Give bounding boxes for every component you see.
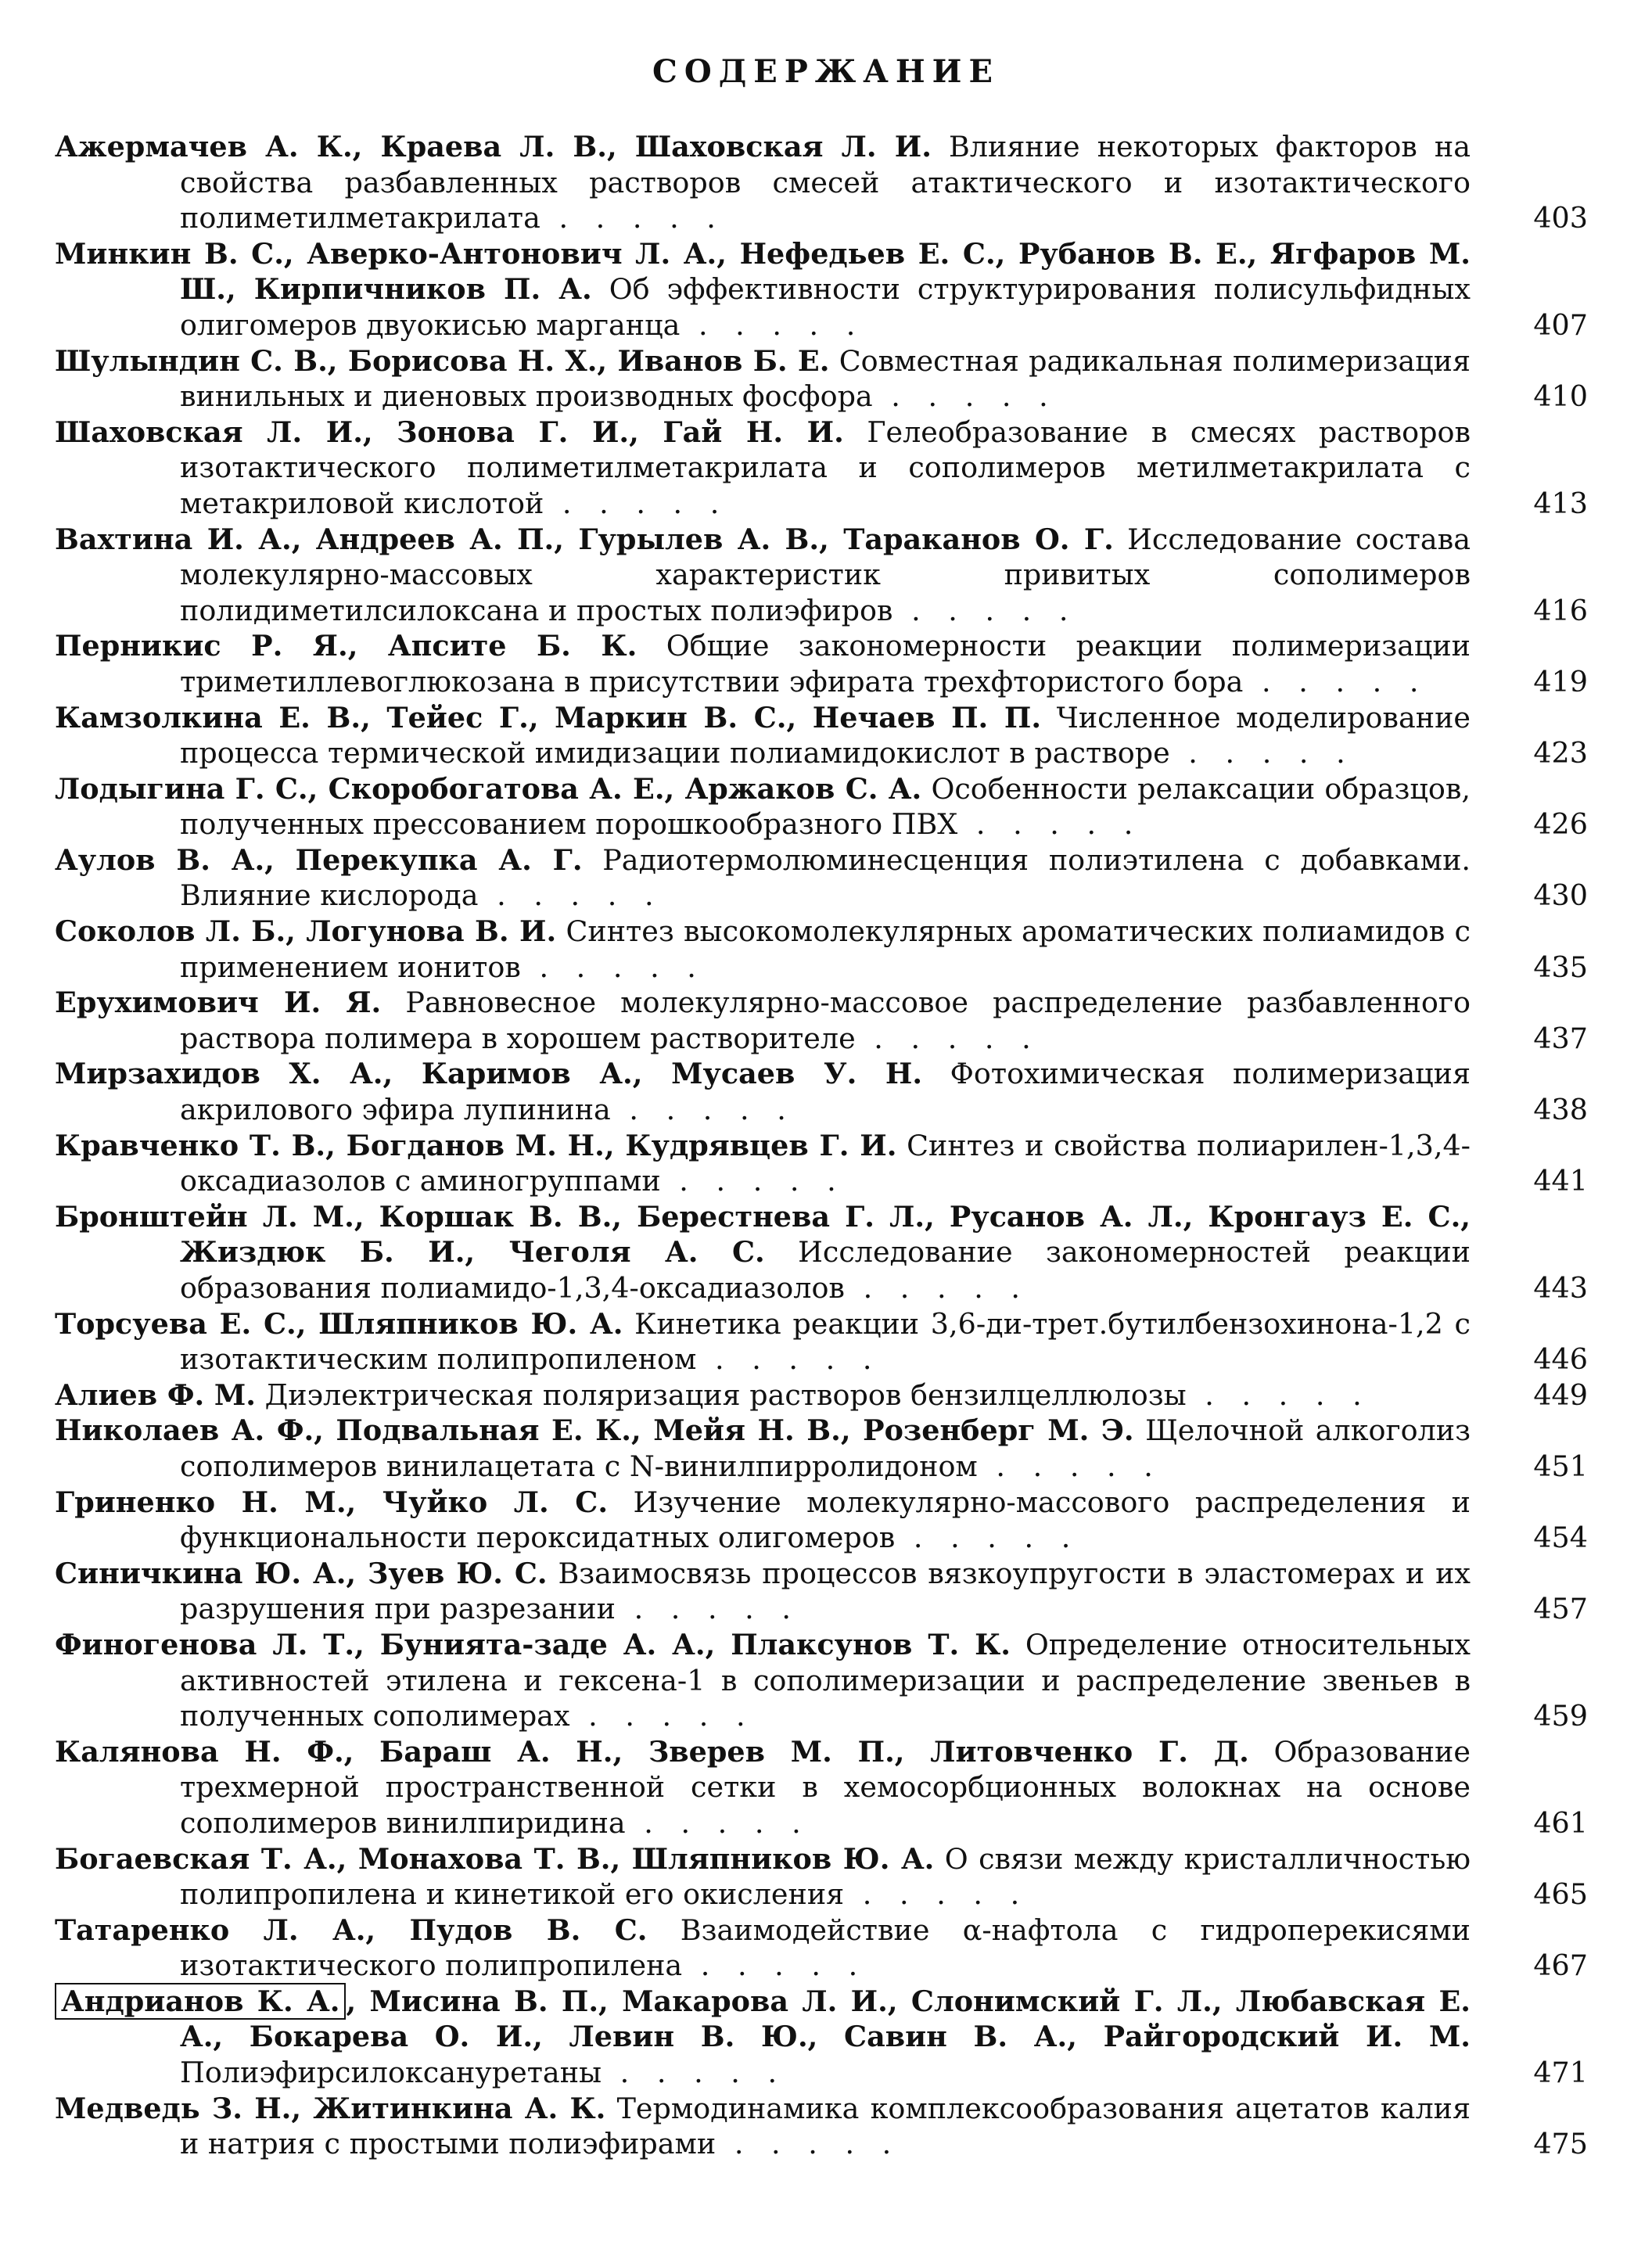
toc-entry	[55, 914, 1588, 985]
toc-entry-body	[55, 628, 1471, 699]
toc-entry-body	[55, 1627, 1471, 1734]
toc-article-title: Термодинамика комплексообразования ацетатов калия и натрия с простыми полиэфирами	[180, 2091, 1471, 2161]
toc-entry-body	[55, 1485, 1471, 1556]
toc-article-title: Влияние некоторых факторов на свойства разбавленных растворов смесей атактического и изотактического полиметилметакрилата	[180, 130, 1471, 235]
toc-page-number: 461	[1533, 1805, 1588, 1840]
toc-leader-dots: . . . . .	[569, 1699, 755, 1733]
toc-article-title: Особенности релаксации образцов, полученных прессованием порошкообразного ПВХ	[180, 771, 1471, 842]
toc-page-number: 467	[1533, 1949, 1588, 1983]
toc-leader-dots: . . . . .	[892, 593, 1078, 627]
toc-page-number: 441	[1533, 1164, 1588, 1198]
toc-authors: Перникис Р. Я., Апсите Б. К.	[55, 629, 637, 663]
toc-article-title: Об эффективности структурирования полисульфидных олигомеров двуокисью марганца	[180, 272, 1471, 342]
toc-page-number: 416	[1533, 593, 1588, 627]
toc-authors: , Мисина В. П., Макарова Л. И., Слонимский Г. Л., Любавская Е. А., Бокарева О. И., Левин В. Ю., Савин В. А., Райгородский И. М.	[180, 1984, 1471, 2054]
toc-entry-body	[55, 1128, 1471, 1199]
toc-entry-body	[55, 771, 1471, 842]
toc-entry	[55, 842, 1588, 914]
toc-leader-dots: . . . . .	[1186, 1377, 1371, 1412]
toc-authors: Ажермачев А. К., Краева Л. В., Шаховская Л. И.	[55, 130, 932, 163]
toc-page-number: 426	[1533, 807, 1588, 842]
toc-authors: Богаевская Т. А., Монахова Т. В., Шляпников Ю. А.	[55, 1841, 935, 1876]
toc-authors: Синичкина Ю. А., Зуев Ю. С.	[55, 1556, 548, 1590]
toc-entry-body	[55, 343, 1471, 415]
toc-leader-dots: . . . . .	[540, 201, 725, 235]
toc-entry	[55, 700, 1588, 771]
toc-entry-body	[55, 1377, 1471, 1413]
toc-entry-body	[55, 1413, 1471, 1484]
toc-page-number: 446	[1533, 1342, 1588, 1377]
toc-article-title: Синтез и свойства полиарилен-1,3,4-оксадиазолов с аминогруппами	[180, 1128, 1471, 1198]
toc-authors: Торсуева Е. С., Шляпников Ю. А.	[55, 1306, 623, 1341]
toc-entry	[55, 1199, 1588, 1306]
toc-authors: Николаев А. Ф., Подвальная Е. К., Мейя Н. В., Розенберг М. Э.	[55, 1413, 1134, 1448]
toc-entry	[55, 1485, 1588, 1556]
toc-page-number: 471	[1533, 2056, 1588, 2090]
toc-entry-body	[55, 842, 1471, 914]
toc-authors: Калянова Н. Ф., Бараш А. Н., Зверев М. П., Литовченко Г. Д.	[55, 1734, 1249, 1769]
toc-leader-dots: . . . . .	[696, 1342, 882, 1377]
toc-article-title: Образование трехмерной пространственной сетки в хемосорбционных волокнах на основе сополимеров винилпиридина	[180, 1734, 1471, 1840]
toc-page-number: 475	[1533, 2127, 1588, 2161]
toc-page-number: 465	[1533, 1877, 1588, 1912]
toc-boxed-author: Андрианов К. А.	[55, 1983, 346, 2020]
toc-article-title: Изучение молекулярно-массового распределения и функциональности пероксидатных олигомеров	[180, 1485, 1471, 1555]
toc-leader-dots: . . . . .	[625, 1805, 810, 1840]
toc-entry	[55, 129, 1588, 236]
toc-leader-dots: . . . . .	[682, 1949, 867, 1983]
toc-entry-body	[55, 1056, 1471, 1127]
toc-page-number: 457	[1533, 1592, 1588, 1626]
toc-page-number: 413	[1533, 486, 1588, 520]
toc-entry-body	[55, 700, 1471, 771]
toc-article-title: Общие закономерности реакции полимеризации триметиллевоглюкозана в присутствии эфирата трехфтористого бора	[180, 629, 1471, 699]
toc-page-number: 403	[1533, 201, 1588, 235]
toc-authors: Соколов Л. Б., Логунова В. И.	[55, 914, 557, 949]
toc-article-title: Щелочной алкоголиз сополимеров винилацетата с N-винилпирролидоном	[180, 1413, 1471, 1483]
toc-authors: Финогенова Л. Т., Бунията-заде А. А., Плаксунов Т. К.	[55, 1627, 1011, 1661]
toc-entry	[55, 236, 1588, 343]
toc-article-title: Полиэфирсилоксануретаны	[180, 2056, 602, 2090]
toc-entry	[55, 1413, 1588, 1484]
toc-leader-dots: . . . . .	[544, 486, 729, 520]
toc-page-number: 437	[1533, 1021, 1588, 1055]
toc-entry	[55, 1377, 1588, 1413]
toc-entry-body	[55, 2091, 1471, 2162]
toc-entry-body	[55, 1556, 1471, 1627]
toc-article-title: Совместная радикальная полимеризация винильных и диеновых производных фосфора	[180, 343, 1471, 414]
toc-authors: Лодыгина Г. С., Скоробогатова А. Е., Аржаков С. А.	[55, 771, 922, 806]
toc-page-number: 410	[1533, 379, 1588, 414]
toc-article-title: Фотохимическая полимеризация акрилового эфира лупинина	[180, 1057, 1471, 1127]
toc-authors: Вахтина И. А., Андреев А. П., Гурылев А. В., Тараканов О. Г.	[55, 522, 1114, 556]
toc-leader-dots: . . . . .	[716, 2127, 901, 2161]
toc-entry-body	[55, 1841, 1471, 1913]
toc-authors: Шаховская Л. И., Зонова Г. И., Гай Н. И.	[55, 415, 844, 449]
toc-entry	[55, 771, 1588, 842]
toc-page-number: 451	[1533, 1449, 1588, 1483]
toc-entry-body	[55, 914, 1471, 985]
toc-entry	[55, 522, 1588, 629]
toc-article-title: Равновесное молекулярно-массовое распределение разбавленного раствора полимера в хорошем растворителе	[180, 986, 1471, 1055]
toc-page-number: 419	[1533, 664, 1588, 699]
toc-leader-dots: . . . . .	[844, 1877, 1029, 1912]
toc-entry-body	[55, 129, 1471, 236]
toc-article-title: Исследование состава молекулярно-массовых характеристик привитых сополимеров полидиметилсилоксана и простых полиэфиров	[180, 522, 1471, 627]
toc-leader-dots: . . . . .	[977, 1449, 1162, 1483]
toc-entry-body	[55, 236, 1471, 343]
toc-authors: Камзолкина Е. В., Тейес Г., Маркин В. С., Нечаев П. П.	[55, 700, 1042, 735]
toc-article-title: Синтез высокомолекулярных ароматических полиамидов с применением ионитов	[180, 914, 1471, 984]
toc-authors: Минкин В. С., Аверко-Антонович Л. А., Нефедьев Е. С., Рубанов В. Е., Ягфаров М. Ш., Кирпичников П. А.	[55, 236, 1471, 307]
toc-authors: Алиев Ф. М.	[55, 1377, 256, 1412]
toc-entry	[55, 1627, 1588, 1734]
toc-entry	[55, 343, 1588, 415]
toc-article-title: Кинетика реакции 3,6-ди-трет.бутилбензохинона-1,2 с изотактическим полипропиленом	[180, 1306, 1471, 1377]
toc-entry	[55, 1556, 1588, 1627]
toc-article-title: Радиотермолюминесценция полиэтилена с добавками. Влияние кислорода	[180, 842, 1471, 913]
toc-entry	[55, 1306, 1588, 1377]
toc-entry	[55, 1913, 1588, 1984]
toc-leader-dots: . . . . .	[872, 379, 1058, 414]
toc-entry-body	[55, 415, 1471, 522]
toc-leader-dots: . . . . .	[844, 1271, 1030, 1305]
toc-entry	[55, 1841, 1588, 1913]
toc-authors: Татаренко Л. А., Пудов В. С.	[55, 1913, 648, 1947]
toc-leader-dots: . . . . .	[610, 1093, 795, 1127]
toc-leader-dots: . . . . .	[602, 2056, 787, 2090]
toc-leader-dots: . . . . .	[1169, 736, 1355, 770]
toc-authors: Гриненко Н. М., Чуйко Л. С.	[55, 1485, 609, 1519]
toc-authors: Мирзахидов Х. А., Каримов А., Мусаев У. Н.	[55, 1057, 923, 1091]
toc-article-title: Исследование закономерностей реакции образования полиамидо-1,3,4-оксадиазолов	[180, 1235, 1471, 1305]
toc-article-title: Численное моделирование процесса термической имидизации полиамидокислот в растворе	[180, 700, 1471, 770]
toc-entry	[55, 1128, 1588, 1199]
toc-page-number: 423	[1533, 736, 1588, 770]
toc-authors: Шулындин С. В., Борисова Н. Х., Иванов Б. Е.	[55, 343, 830, 378]
toc-entry	[55, 1734, 1588, 1841]
toc-page-number: 449	[1533, 1377, 1588, 1412]
toc-authors: Бронштейн Л. М., Коршак В. В., Берестнева Г. Л., Русанов А. Л., Кронгауз Е. С., Жиздюк Б. И., Чеголя А. С.	[55, 1199, 1471, 1270]
toc-leader-dots: . . . . .	[615, 1592, 800, 1626]
toc-article-title: Взаимодействие α-нафтола с гидроперекисями изотактического полипропилена	[180, 1913, 1471, 1983]
toc-entry	[55, 985, 1588, 1056]
toc-leader-dots: . . . . .	[855, 1021, 1040, 1055]
table-of-contents	[55, 129, 1588, 2162]
toc-article-title: Определение относительных активностей этилена и гексена-1 в сополимеризации и распределение звеньев в полученных сополимерах	[180, 1627, 1471, 1733]
toc-page-number: 459	[1533, 1699, 1588, 1733]
toc-leader-dots: . . . . .	[957, 807, 1143, 842]
toc-entry-body	[55, 985, 1471, 1056]
toc-article-title: О связи между кристалличностью полипропилена и кинетикой его окисления	[180, 1841, 1471, 1912]
toc-page-number: 443	[1533, 1271, 1588, 1305]
toc-entry	[55, 415, 1588, 522]
toc-entry	[55, 1056, 1588, 1127]
toc-entry	[55, 1984, 1588, 2091]
toc-entry	[55, 2091, 1588, 2162]
toc-page-number: 430	[1533, 878, 1588, 913]
toc-page-number: 407	[1533, 307, 1588, 342]
toc-entry-body	[55, 1306, 1471, 1377]
toc-entry-body	[55, 522, 1471, 629]
toc-article-title: Диэлектрическая поляризация растворов бензилцеллюлозы	[264, 1377, 1187, 1412]
toc-entry-body	[55, 1734, 1471, 1841]
toc-authors: Ерухимович И. Я.	[55, 986, 382, 1020]
toc-page-number: 438	[1533, 1093, 1588, 1127]
toc-article-title: Гелеобразование в смесях растворов изотактического полиметилметакрилата и сополимеров метилметакрилата с метакриловой кислотой	[180, 415, 1471, 520]
toc-article-title: Взаимосвязь процессов вязкоупругости в эластомерах и их разрушения при разрезании	[180, 1556, 1471, 1626]
toc-entry-body	[55, 1984, 1471, 2091]
toc-page-number: 454	[1533, 1521, 1588, 1555]
toc-leader-dots: . . . . .	[520, 950, 706, 984]
toc-leader-dots: . . . . .	[478, 878, 663, 913]
toc-page-number: 435	[1533, 950, 1588, 984]
toc-entry	[55, 628, 1588, 699]
toc-leader-dots: . . . . .	[680, 307, 865, 342]
toc-leader-dots: . . . . .	[895, 1521, 1080, 1555]
toc-leader-dots: . . . . .	[1243, 664, 1428, 699]
toc-entry-body	[55, 1199, 1471, 1306]
toc-leader-dots: . . . . .	[660, 1164, 846, 1198]
toc-authors: Кравченко Т. В., Богданов М. Н., Кудрявцев Г. И.	[55, 1128, 897, 1162]
toc-entry-body	[55, 1913, 1471, 1984]
toc-authors: Аулов В. А., Перекупка А. Г.	[55, 842, 583, 877]
toc-authors: Медведь З. Н., Житинкина А. К.	[55, 2091, 606, 2125]
page-title: СОДЕРЖАНИЕ	[652, 53, 1000, 90]
